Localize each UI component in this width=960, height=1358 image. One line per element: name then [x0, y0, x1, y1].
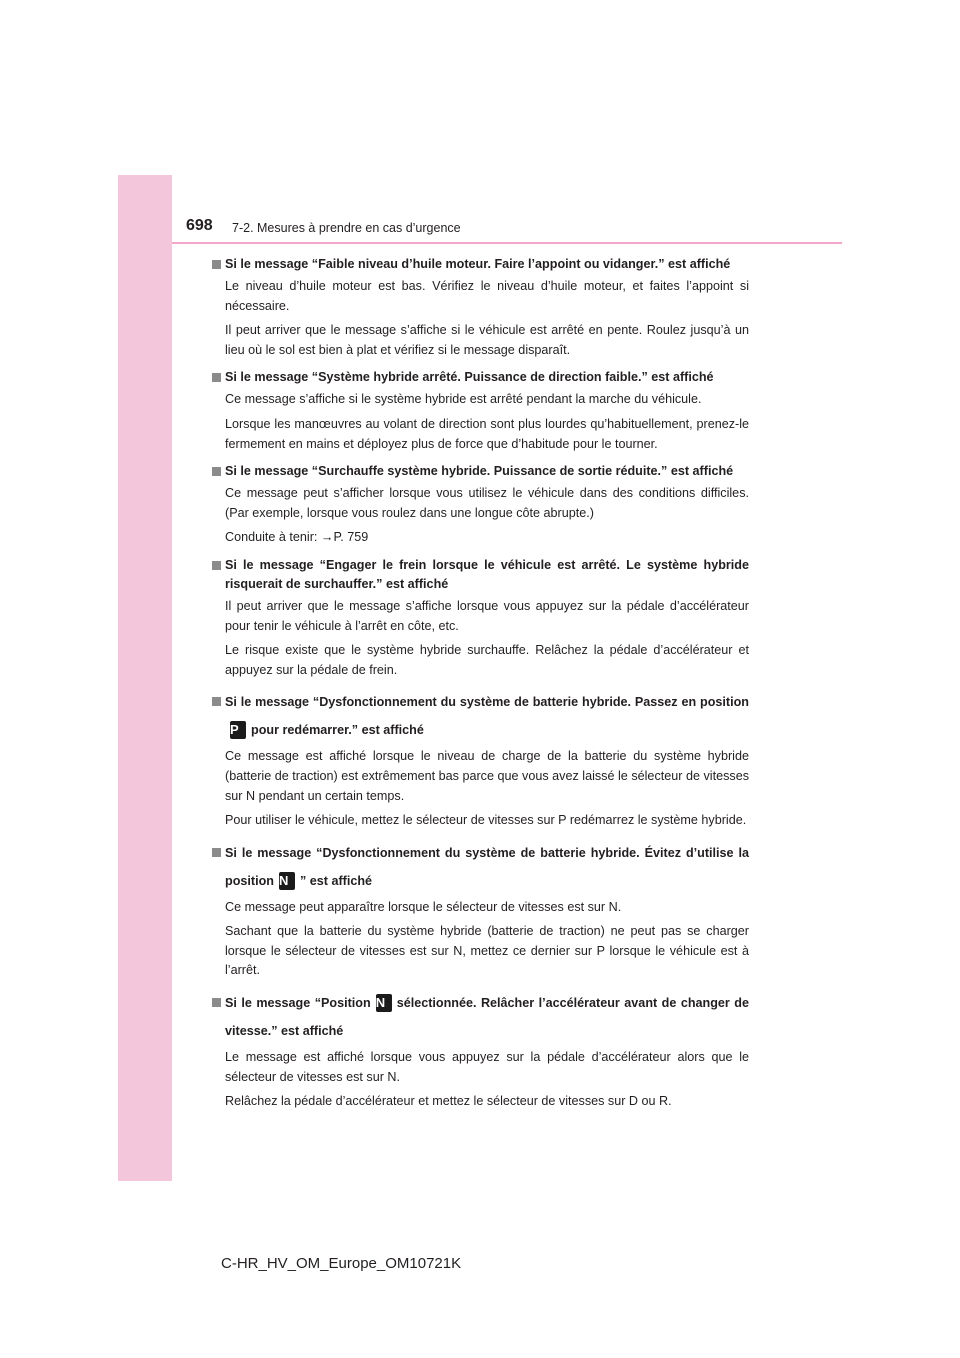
section-heading: Si le message “Engager le frein lorsque le véhicule est arrêté. Le système hybride risquerait de surchauffer.” est affiché: [212, 556, 749, 594]
square-bullet-icon: [212, 467, 221, 476]
section-hybrid-stopped: [212, 368, 749, 454]
page-reference: Conduite à tenir: →P. 759: [225, 530, 369, 545]
section-oil-level: [212, 255, 749, 360]
section-battery-avoid-n: [212, 839, 749, 981]
section-battery-position-p: [212, 688, 749, 830]
manual-code-footer: C-HR_HV_OM_Europe_OM10721K: [221, 1255, 462, 1272]
section-engage-brake: [212, 556, 749, 680]
square-bullet-icon: [212, 373, 221, 382]
paragraph: Ce message peut s’afficher lorsque vous utilisez le véhicule dans des conditions difficiles. (Par exemple, lorsque vous roulez dans une longue côte abrupte.): [225, 486, 749, 520]
square-bullet-icon: [212, 260, 221, 269]
section-heading: Si le message “Surchauffe système hybride. Puissance de sortie réduite.” est affiché: [212, 462, 749, 481]
paragraph: Ce message est affiché lorsque le niveau de charge de la batterie du système hybride (batterie de traction) est extrêmement bas parce que vous avez laissé le sélecteur de vitesses sur N pendant un certain temps.: [225, 749, 749, 803]
shift-position-p-icon: P: [230, 721, 246, 739]
paragraph: Ce message s’affiche si le système hybride est arrêté pendant la marche du véhicule.: [225, 392, 702, 407]
paragraph: Pour utiliser le véhicule, mettez le sélecteur de vitesses sur P redémarrez le système hybride.: [225, 813, 747, 828]
shift-position-n-icon: N: [376, 994, 392, 1012]
paragraph: Il peut arriver que le message s’affiche lorsque vous appuyez sur la pédale d’accélérateur pour tenir le véhicule à l’arrêt en côte, etc.: [225, 598, 749, 633]
page-number: 698: [186, 217, 213, 234]
section-hybrid-overheat: [212, 462, 749, 548]
paragraph: Relâchez la pédale d’accélérateur et mettez le sélecteur de vitesses sur D ou R.: [225, 1094, 672, 1109]
paragraph: Lorsque les manœuvres au volant de direction sont plus lourdes qu’habituellement, prenez-le fermement en mains et déployez plus de force que d’habitude pour le tourner.: [225, 416, 749, 451]
chapter-title: 7-2. Mesures à prendre en cas d’urgence: [232, 221, 461, 235]
page-content: [212, 255, 749, 1120]
section-position-n-selected: [212, 989, 749, 1112]
chapter-sidebar-tab: [118, 175, 172, 1181]
paragraph: Le niveau d’huile moteur est bas. Vérifiez le niveau d’huile moteur, et faites l’appoint si nécessaire.: [225, 279, 749, 313]
section-heading: Si le message “Système hybride arrêté. Puissance de direction faible.” est affiché: [212, 368, 749, 387]
square-bullet-icon: [212, 848, 221, 857]
section-heading: Si le message “Dysfonctionnement du système de batterie hybride. Passez en positionP pour redémarrer.” est affiché: [212, 688, 749, 744]
header-rule: [172, 242, 842, 244]
paragraph: Le message est affiché lorsque vous appuyez sur la pédale d’accélérateur alors que le sélecteur de vitesses est sur N.: [225, 1050, 749, 1084]
square-bullet-icon: [212, 561, 221, 570]
square-bullet-icon: [212, 697, 221, 706]
section-heading: Si le message “Position N sélectionnée. Relâcher l’accélérateur avant de changer de vitesse.” est affiché: [212, 989, 749, 1045]
shift-position-n-icon: N: [279, 872, 295, 890]
section-heading: Si le message “Faible niveau d’huile moteur. Faire l’appoint ou vidanger.” est affiché: [212, 255, 749, 274]
paragraph: Il peut arriver que le message s’affiche si le véhicule est arrêté en pente. Roulez jusqu’à un lieu où le sol est bien à plat et vérifiez si le message disparaît.: [225, 323, 749, 357]
paragraph: Ce message peut apparaître lorsque le sélecteur de vitesses est sur N.: [225, 899, 622, 914]
paragraph: Le risque existe que le système hybride surchauffe. Relâchez la pédale d’accélérateur et appuyez sur la pédale de frein.: [225, 643, 749, 677]
paragraph: Sachant que la batterie du système hybride (batterie de traction) ne peut pas se charger lorsque le sélecteur de vitesses est sur N, mettez ce dernier sur P lorsque le véhicule est à l’arrêt.: [225, 924, 749, 978]
square-bullet-icon: [212, 998, 221, 1007]
section-heading: Si le message “Dysfonctionnement du système de batterie hybride. Évitez d’utilise la position N ” est affiché: [212, 839, 749, 895]
